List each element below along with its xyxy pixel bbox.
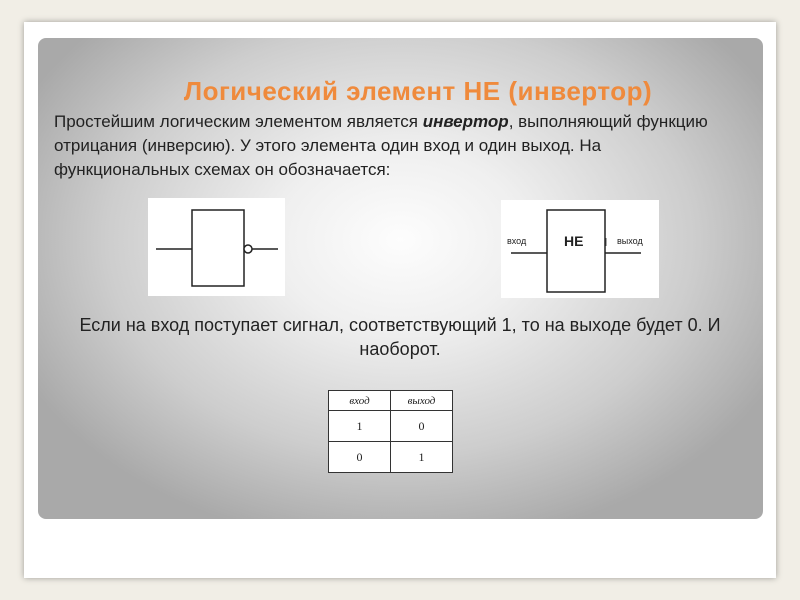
input-label: вход (507, 236, 527, 246)
intro-paragraph (54, 110, 724, 182)
truth-table-header: выход (391, 391, 453, 411)
truth-table-row (329, 411, 453, 442)
inverter-symbol-diagram (148, 198, 285, 296)
truth-table-cell: 0 (391, 411, 453, 442)
gate-label: НЕ (564, 233, 584, 249)
slide-title: Логический элемент НЕ (инвертор) (183, 76, 653, 106)
truth-table-cell: 1 (391, 442, 453, 473)
output-label: выход (617, 236, 643, 246)
truth-table-header: вход (329, 391, 391, 411)
intro-text-start: Простейшим логическим элементом является (54, 112, 423, 131)
truth-table-cell: 1 (329, 411, 391, 442)
truth-table-header-row (329, 391, 453, 411)
truth-table (328, 390, 453, 473)
not-gate-diagram (501, 200, 659, 298)
intro-text-end: , выполняющий функцию отрицания (инверсию). У этого элемента один вход и один выход. На функциональных схемах он обозначается: (54, 112, 708, 179)
intro-emphasis: инвертор (422, 112, 509, 131)
truth-table-cell: 0 (329, 442, 391, 473)
truth-table-row (329, 442, 453, 473)
condition-text: Если на вход поступает сигнал, соответствующий 1, то на выходе будет 0. И наоборот. (79, 315, 721, 359)
